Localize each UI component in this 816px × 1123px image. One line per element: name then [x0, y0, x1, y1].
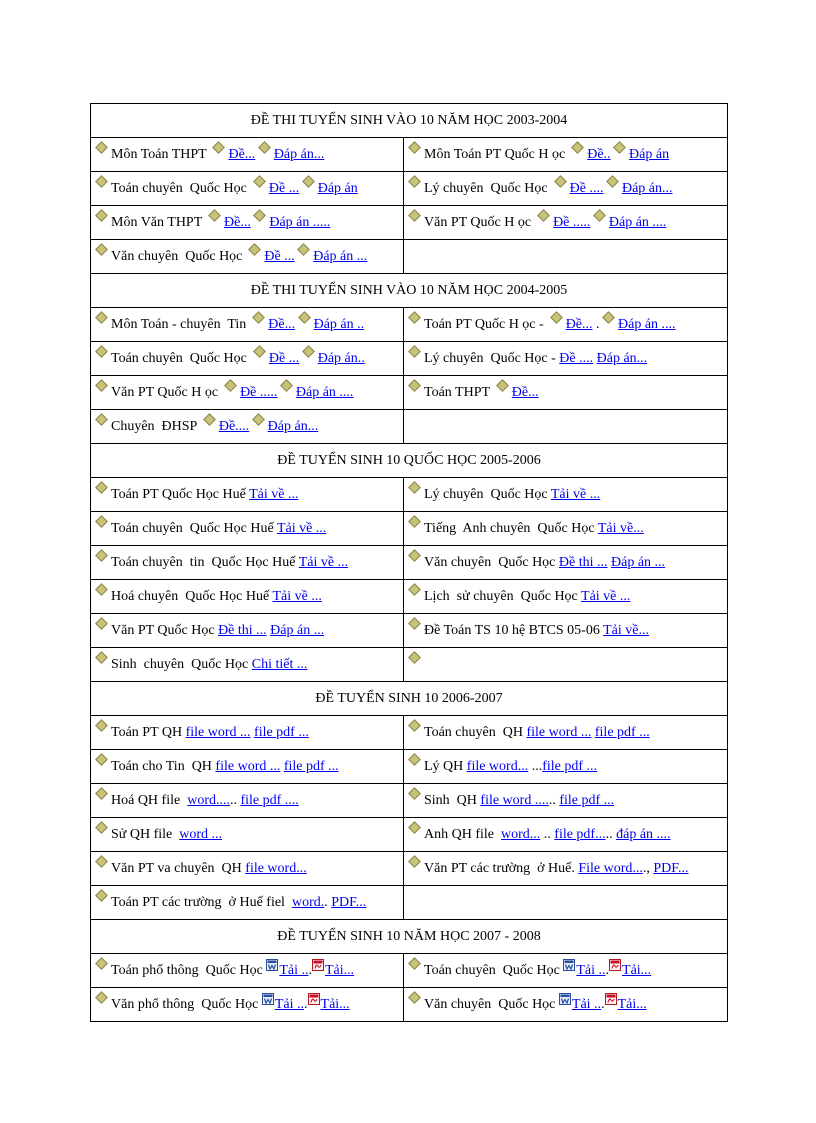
download-link[interactable]: Đề....: [218, 418, 250, 434]
download-link[interactable]: Tải về ...: [581, 588, 631, 604]
exam-label: Môn Văn THPT: [111, 214, 206, 230]
download-link[interactable]: Chi tiết ...: [251, 656, 308, 672]
download-link[interactable]: Đáp án..: [317, 350, 365, 366]
exam-label: Hoá chuyên Quốc Học Huế: [111, 588, 273, 604]
exam-cell: [404, 478, 728, 512]
download-link[interactable]: file word ...: [526, 724, 592, 740]
exam-cell: [404, 648, 728, 682]
download-link[interactable]: Đề thi ...: [218, 622, 267, 638]
section-title: ĐỀ TUYỂN SINH 10 NĂM HỌC 2007 - 2008: [91, 920, 728, 954]
table-row: [91, 716, 728, 750]
table-row: [91, 512, 728, 546]
separator-text: [255, 147, 259, 162]
download-link[interactable]: Đáp án...: [621, 180, 673, 196]
exam-documents-table: [90, 103, 728, 1022]
bullet-icon: [606, 175, 619, 188]
bullet-icon: [408, 821, 421, 834]
separator-text: .: [324, 894, 332, 910]
bullet-icon: [95, 515, 108, 528]
download-link[interactable]: file pdf ...: [559, 792, 615, 808]
exam-cell: [91, 138, 404, 172]
bullet-icon: [408, 515, 421, 528]
table-row: [91, 886, 728, 920]
exam-cell: [91, 478, 404, 512]
exam-cell: [404, 376, 728, 410]
download-link[interactable]: Đề...: [565, 316, 593, 332]
bullet-icon: [95, 821, 108, 834]
separator-text: [250, 351, 254, 366]
bullet-icon: [593, 209, 606, 222]
bullet-icon: [408, 651, 421, 664]
exam-cell: [404, 580, 728, 614]
separator-text: .: [605, 962, 610, 978]
exam-label: Toán chuyên QH: [424, 724, 527, 740]
download-link[interactable]: Đề ....: [559, 350, 594, 366]
exam-cell: [91, 886, 404, 920]
exam-label: Anh QH file: [424, 826, 501, 842]
empty-cell: [404, 886, 728, 920]
download-link[interactable]: Đề...: [228, 146, 256, 162]
download-link[interactable]: Đáp án: [317, 180, 358, 196]
bullet-icon: [550, 311, 563, 324]
exam-label: Lý chuyên Quốc Học -: [424, 350, 560, 366]
download-link[interactable]: file word ...: [215, 758, 281, 774]
exam-label: Toán phổ thông Quốc Học: [111, 962, 267, 978]
bullet-icon: [408, 787, 421, 800]
bullet-icon: [95, 889, 108, 902]
empty-cell: [404, 410, 728, 444]
table-row: [91, 852, 728, 886]
download-link[interactable]: PDF...: [653, 860, 689, 876]
separator-text: .: [304, 996, 308, 1012]
exam-label: Văn PT Quốc H ọc: [111, 384, 222, 400]
bullet-icon: [298, 311, 311, 324]
download-link[interactable]: Đáp án .....: [269, 214, 331, 230]
bullet-icon: [408, 957, 421, 970]
download-link[interactable]: word ...: [179, 826, 223, 842]
bullet-icon: [95, 957, 108, 970]
exam-cell: [91, 580, 404, 614]
pdf-icon: [308, 993, 320, 1005]
exam-label: Toán chuyên Quốc Học Huế: [111, 520, 277, 536]
exam-cell: [91, 614, 404, 648]
exam-label: Văn chuyên Quốc Học: [424, 996, 559, 1012]
bullet-icon: [95, 787, 108, 800]
bullet-icon: [602, 311, 615, 324]
separator-text: .: [601, 996, 605, 1012]
bullet-icon: [297, 243, 310, 256]
download-link[interactable]: Đáp án ...: [313, 248, 368, 264]
download-link[interactable]: file pdf ...: [254, 724, 309, 740]
download-link[interactable]: Đáp án: [629, 146, 670, 162]
bullet-icon: [408, 209, 421, 222]
bullet-icon: [408, 719, 421, 732]
download-link[interactable]: Tải về ...: [272, 588, 322, 604]
exam-cell: [91, 954, 404, 988]
table-row: [91, 172, 728, 206]
exam-label: Văn PT va chuyên QH: [111, 860, 246, 876]
download-link[interactable]: file pdf...: [554, 826, 606, 842]
download-link[interactable]: Đề...: [224, 214, 251, 230]
separator-text: ..: [229, 792, 241, 808]
exam-label: Sử QH file: [111, 826, 180, 842]
table-row: [91, 376, 728, 410]
download-link[interactable]: Đề ...: [268, 180, 300, 196]
bullet-icon: [408, 991, 421, 1004]
exam-label: Toán PT Quốc Học Huế: [111, 486, 250, 502]
bullet-icon: [408, 379, 421, 392]
bullet-icon: [302, 175, 315, 188]
exam-label: Sinh QH: [424, 792, 481, 808]
bullet-icon: [95, 311, 108, 324]
table-row: [91, 478, 728, 512]
download-link[interactable]: Đáp án ..: [313, 316, 365, 332]
bullet-icon: [408, 583, 421, 596]
download-link[interactable]: Tải...: [324, 962, 355, 978]
download-link[interactable]: Tải...: [617, 996, 647, 1012]
section-header-row: [91, 920, 728, 954]
bullet-icon: [95, 413, 108, 426]
bullet-icon: [408, 617, 421, 630]
bullet-icon: [280, 379, 293, 392]
bullet-icon: [252, 311, 265, 324]
bullet-icon: [95, 481, 108, 494]
table-row: [91, 988, 728, 1022]
bullet-icon: [95, 753, 108, 766]
download-link[interactable]: PDF...: [331, 894, 367, 910]
exam-label: Môn Toán THPT: [111, 146, 210, 162]
download-link[interactable]: Đề .....: [240, 384, 278, 400]
download-link[interactable]: đáp án ....: [616, 826, 671, 842]
exam-label: Toán PT Quốc H ọc -: [424, 316, 548, 332]
exam-cell: [404, 308, 728, 342]
exam-label: Văn PT Quốc H ọc: [424, 214, 535, 230]
download-link[interactable]: Tải về ...: [276, 520, 327, 536]
exam-label: Chuyên ĐHSP: [111, 418, 201, 434]
pdf-icon: [312, 959, 324, 971]
exam-label: Toán PT QH: [111, 724, 186, 740]
bullet-icon: [95, 991, 108, 1004]
exam-label: Lý chuyên Quốc Học: [424, 486, 551, 502]
exam-cell: [91, 308, 404, 342]
download-link[interactable]: file word...: [466, 758, 529, 774]
exam-cell: [404, 546, 728, 580]
table-row: [91, 342, 728, 376]
bullet-icon: [408, 175, 421, 188]
bullet-icon: [95, 345, 108, 358]
download-link[interactable]: Tải ..: [279, 962, 309, 978]
pdf-icon: [605, 993, 617, 1005]
exam-cell: [91, 784, 404, 818]
separator-text: .: [308, 962, 312, 978]
download-link[interactable]: Đáp án...: [267, 418, 319, 434]
download-link[interactable]: Tải về ...: [298, 554, 349, 570]
download-link[interactable]: Tải ..: [571, 996, 602, 1012]
exam-cell: [404, 818, 728, 852]
bullet-icon: [252, 413, 265, 426]
download-link[interactable]: File word...: [578, 860, 643, 876]
table-row: [91, 648, 728, 682]
table-row: [91, 410, 728, 444]
download-link[interactable]: Đáp án ...: [270, 622, 325, 638]
exam-label: Tiếng Anh chuyên Quốc Học: [424, 520, 598, 536]
exam-label: Lịch sử chuyên Quốc Học: [424, 588, 582, 604]
separator-text: [590, 215, 594, 230]
exam-cell: [91, 240, 404, 274]
bullet-icon: [408, 855, 421, 868]
pdf-icon: [609, 959, 621, 971]
bullet-icon: [571, 141, 584, 154]
bullet-icon: [253, 209, 266, 222]
bullet-icon: [95, 549, 108, 562]
word-icon: [266, 959, 278, 971]
word-icon: [262, 993, 274, 1005]
separator-text: ...: [528, 758, 543, 774]
download-link[interactable]: Đề...: [268, 316, 296, 332]
bullet-icon: [253, 345, 266, 358]
table-row: [91, 308, 728, 342]
table-row: [91, 614, 728, 648]
bullet-icon: [95, 617, 108, 630]
exam-label: Văn chuyên Quốc Học: [111, 248, 246, 264]
bullet-icon: [95, 243, 108, 256]
download-link[interactable]: Đáp án ...: [611, 554, 666, 570]
bullet-icon: [95, 175, 108, 188]
exam-label: Lý QH: [424, 758, 467, 774]
exam-cell: [91, 376, 404, 410]
table-row: [91, 954, 728, 988]
bullet-icon: [95, 651, 108, 664]
bullet-icon: [208, 209, 221, 222]
section-header-row: [91, 104, 728, 138]
download-link[interactable]: Đáp án...: [273, 146, 325, 162]
table-row: [91, 818, 728, 852]
bullet-icon: [408, 311, 421, 324]
exam-label: Toán PT các trường ở Huế fiel: [111, 894, 292, 910]
exam-label: Đề Toán TS 10 hệ BTCS 05-06: [424, 622, 604, 638]
separator-text: [249, 419, 253, 434]
bullet-icon: [537, 209, 550, 222]
bullet-icon: [95, 379, 108, 392]
table-row: [91, 750, 728, 784]
separator-text: [277, 385, 281, 400]
exam-cell: [91, 546, 404, 580]
bullet-icon: [95, 141, 108, 154]
bullet-icon: [95, 583, 108, 596]
exam-label: Toán chuyên Quốc Học: [424, 962, 564, 978]
bullet-icon: [203, 413, 216, 426]
download-link[interactable]: Đáp án...: [596, 350, 648, 366]
bullet-icon: [95, 719, 108, 732]
exam-cell: [404, 750, 728, 784]
exam-label: Toán THPT: [424, 384, 494, 400]
exam-cell: [91, 206, 404, 240]
separator-text: [551, 181, 555, 196]
bullet-icon: [224, 379, 237, 392]
download-link[interactable]: Tải ..: [274, 996, 305, 1012]
exam-label: Văn phổ thông Quốc Học: [111, 996, 262, 1012]
section-title: ĐỀ TUYỂN SINH 10 2006-2007: [91, 682, 728, 716]
table-row: [91, 784, 728, 818]
download-link[interactable]: Đề thi ...: [558, 554, 608, 570]
bullet-icon: [496, 379, 509, 392]
section-header-row: [91, 682, 728, 716]
bullet-icon: [95, 209, 108, 222]
download-link[interactable]: Tải...: [622, 962, 652, 978]
download-link[interactable]: file pdf ...: [283, 758, 339, 774]
download-link[interactable]: Tải về ...: [550, 486, 601, 502]
exam-cell: [404, 614, 728, 648]
exam-cell: [404, 988, 728, 1022]
exam-cell: [91, 410, 404, 444]
exam-cell: [91, 988, 404, 1022]
section-title: ĐỀ THI TUYỂN SINH VÀO 10 NĂM HỌC 2004-2005: [91, 274, 728, 308]
download-link[interactable]: file pdf ...: [594, 724, 650, 740]
separator-text: [547, 317, 551, 332]
word-icon: [559, 993, 571, 1005]
download-link[interactable]: Đáp án ....: [295, 384, 354, 400]
exam-label: Sinh chuyên Quốc Học: [111, 656, 252, 672]
download-link[interactable]: word....: [187, 792, 230, 808]
download-link[interactable]: Đề ...: [268, 350, 300, 366]
bullet-icon: [613, 141, 626, 154]
word-icon: [563, 959, 575, 971]
bullet-icon: [408, 481, 421, 494]
download-link[interactable]: Đáp án ....: [618, 316, 676, 332]
exam-label: Toán chuyên Quốc Học: [111, 350, 251, 366]
bullet-icon: [408, 141, 421, 154]
exam-cell: [404, 784, 728, 818]
download-link[interactable]: Đáp án ....: [608, 214, 667, 230]
bullet-icon: [253, 175, 266, 188]
exam-label: Văn PT các trường ở Huế.: [424, 860, 579, 876]
download-link[interactable]: Đề .....: [553, 214, 591, 230]
bullet-icon: [302, 345, 315, 358]
download-link[interactable]: Tải về ...: [249, 486, 299, 502]
exam-cell: [91, 818, 404, 852]
exam-label: Văn chuyên Quốc Học: [424, 554, 559, 570]
table-row: [91, 206, 728, 240]
separator-text: .,: [642, 860, 654, 876]
exam-label: Toán chuyên Quốc Học: [111, 180, 251, 196]
exam-label: Môn Toán PT Quốc H ọc: [424, 146, 569, 162]
empty-cell: [404, 240, 728, 274]
download-link[interactable]: file pdf ....: [240, 792, 299, 808]
bullet-icon: [554, 175, 567, 188]
download-link[interactable]: Đề ...: [264, 248, 295, 264]
separator-text: [200, 419, 204, 434]
download-link[interactable]: Đề..: [587, 146, 611, 162]
bullet-icon: [213, 141, 226, 154]
exam-cell: [91, 716, 404, 750]
exam-cell: [404, 512, 728, 546]
exam-cell: [91, 512, 404, 546]
separator-text: [299, 181, 303, 196]
exam-cell: [91, 342, 404, 376]
table-row: [91, 546, 728, 580]
exam-cell: [91, 172, 404, 206]
download-link[interactable]: file word ...: [185, 724, 251, 740]
separator-text: ..: [605, 826, 617, 842]
download-link[interactable]: word...: [501, 826, 541, 842]
separator-text: [250, 181, 254, 196]
download-link[interactable]: file pdf ...: [542, 758, 598, 774]
table-row: [91, 240, 728, 274]
exam-label: Toán cho Tin QH: [111, 758, 216, 774]
exam-cell: [91, 648, 404, 682]
exam-label: Lý chuyên Quốc Học: [424, 180, 552, 196]
exam-cell: [404, 138, 728, 172]
exam-cell: [404, 172, 728, 206]
exam-label: Văn PT Quốc Học: [111, 622, 219, 638]
separator-text: .: [592, 316, 604, 332]
download-link[interactable]: Tải ..: [576, 962, 606, 978]
bullet-icon: [249, 243, 262, 256]
download-link[interactable]: Tải về...: [597, 520, 644, 536]
exam-cell: [404, 852, 728, 886]
bullet-icon: [408, 753, 421, 766]
separator-text: [299, 351, 303, 366]
exam-label: Hoá QH file: [111, 792, 188, 808]
separator-text: ..: [540, 826, 555, 842]
bullet-icon: [258, 141, 271, 154]
separator-text: ..: [548, 792, 560, 808]
separator-text: [493, 385, 497, 400]
exam-cell: [404, 206, 728, 240]
section-header-row: [91, 274, 728, 308]
exam-label: Môn Toán - chuyên Tin: [111, 316, 250, 332]
table-row: [91, 138, 728, 172]
download-link[interactable]: Tải về...: [603, 622, 649, 638]
exam-cell: [91, 750, 404, 784]
bullet-icon: [408, 549, 421, 562]
exam-cell: [404, 954, 728, 988]
exam-label: Toán chuyên tin Quốc Học Huế: [111, 554, 299, 570]
separator-text: [295, 317, 299, 332]
section-title: ĐỀ THI TUYỂN SINH VÀO 10 NĂM HỌC 2003-2004: [91, 104, 728, 138]
exam-cell: [404, 342, 728, 376]
bullet-icon: [95, 855, 108, 868]
section-header-row: [91, 444, 728, 478]
exam-cell: [404, 716, 728, 750]
download-link[interactable]: word.: [291, 894, 325, 910]
download-link[interactable]: Đề...: [511, 384, 539, 400]
table-row: [91, 580, 728, 614]
exam-cell: [91, 852, 404, 886]
download-link[interactable]: Tải...: [320, 996, 350, 1012]
bullet-icon: [408, 345, 421, 358]
section-title: ĐỀ TUYỂN SINH 10 QUỐC HỌC 2005-2006: [91, 444, 728, 478]
download-link[interactable]: file word...: [245, 860, 307, 876]
download-link[interactable]: file word ....: [480, 792, 549, 808]
download-link[interactable]: Đề ....: [569, 180, 604, 196]
